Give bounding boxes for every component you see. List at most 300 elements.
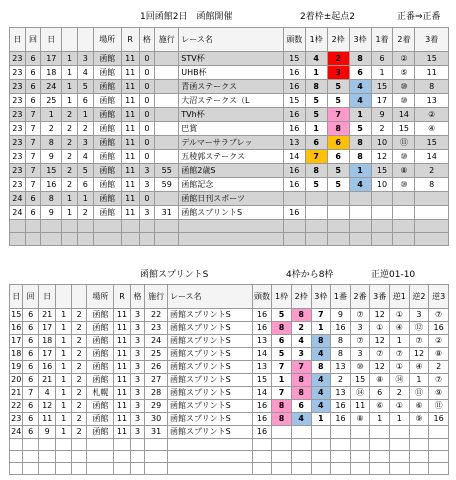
table-cell[interactable]: 10 [371,136,393,150]
table-cell[interactable]: 3 [130,413,144,426]
table-cell[interactable]: 1 [56,413,71,426]
table-cell[interactable]: 23 [10,136,26,150]
table-cell[interactable]: 5 [272,309,292,322]
table-cell[interactable]: 11 [114,387,131,400]
table-cell[interactable]: 8 [41,192,62,206]
table-cell[interactable]: ⑧ [350,413,370,426]
table-cell[interactable]: 13 [331,387,351,400]
table-cell[interactable] [393,192,415,206]
table-cell[interactable]: 函館 [87,309,114,322]
table-cell[interactable]: 5 [77,80,93,94]
table-cell[interactable] [283,192,305,206]
table-cell[interactable]: 9 [331,309,351,322]
empty-cell[interactable] [370,451,390,463]
table-cell[interactable]: 11 [114,309,131,322]
table-cell[interactable]: 1 [349,164,371,178]
table-cell[interactable]: 2 [62,150,78,164]
empty-cell[interactable] [331,451,351,463]
table-cell[interactable]: 5 [327,164,349,178]
table-cell[interactable] [415,192,449,206]
table-cell[interactable]: ⑧ [370,374,390,387]
empty-cell[interactable] [10,233,26,246]
table-cell[interactable]: 7 [291,361,311,374]
table-cell[interactable]: 6 [77,178,93,192]
table-cell[interactable]: 15 [252,374,272,387]
table-cell[interactable]: 12 [370,309,390,322]
table-cell[interactable]: 11 [114,322,131,335]
table-cell[interactable]: 7 [25,136,41,150]
table-cell[interactable]: 11 [121,66,139,80]
table-cell[interactable]: 1 [62,80,78,94]
table-cell[interactable]: 25 [41,94,62,108]
table-cell[interactable]: ⑦ [370,348,390,361]
table-cell[interactable]: ⑨ [429,387,449,400]
table-cell[interactable] [155,66,179,80]
table-cell[interactable]: 1 [305,122,327,136]
table-cell[interactable]: 2 [291,322,311,335]
empty-cell[interactable] [38,451,56,463]
table-cell[interactable]: 3 [130,322,144,335]
table-cell[interactable]: 11 [114,374,131,387]
table-cell[interactable]: ⑦ [429,309,449,322]
empty-cell[interactable] [349,220,371,233]
table-cell[interactable]: 8 [415,80,449,94]
table-cell[interactable]: 17 [371,94,393,108]
table-cell[interactable]: 大沼ステークス（L [179,94,284,108]
table-cell[interactable] [291,439,311,451]
table-cell[interactable]: ④ [415,122,449,136]
table-cell[interactable]: 5 [327,178,349,192]
table-cell[interactable]: 29 [145,400,168,413]
table-cell[interactable]: 3 [130,387,144,400]
table-cell[interactable]: 5 [272,348,292,361]
table-cell[interactable]: 7 [327,108,349,122]
table-cell[interactable]: 2 [71,335,86,348]
table-cell[interactable] [429,439,449,451]
table-cell[interactable] [331,426,351,439]
table-cell[interactable]: ⑨ [409,413,429,426]
table-cell[interactable]: 8 [311,361,331,374]
table-cell[interactable]: 3 [409,309,429,322]
table-cell[interactable]: 6 [23,374,38,387]
table-cell[interactable]: 7 [25,178,41,192]
table-cell[interactable]: 16 [41,178,62,192]
table-cell[interactable]: 3 [130,335,144,348]
table-cell[interactable]: 5 [305,178,327,192]
table-cell[interactable]: 8 [327,122,349,136]
table-cell[interactable]: 1 [272,374,292,387]
table-cell[interactable] [350,439,370,451]
empty-cell[interactable] [390,463,410,475]
table-cell[interactable] [291,426,311,439]
table-cell[interactable]: ⑦ [350,309,370,322]
table-cell[interactable]: 2 [62,164,78,178]
empty-cell[interactable] [409,451,429,463]
table-cell[interactable]: 1 [62,66,78,80]
table-cell[interactable]: 0 [139,94,155,108]
table-cell[interactable]: 6 [77,94,93,108]
table-cell[interactable]: 函館スプリントS [167,335,252,348]
table-cell[interactable]: 3 [139,206,155,220]
table-cell[interactable]: 5 [349,122,371,136]
table-cell[interactable]: 2 [41,122,62,136]
empty-cell[interactable] [179,233,284,246]
table-cell[interactable]: 13 [252,361,272,374]
table-cell[interactable]: 函館 [93,136,121,150]
table-cell[interactable]: 18 [41,66,62,80]
table-cell[interactable]: 函館スプリントS [167,387,252,400]
table-cell[interactable]: 7 [25,108,41,122]
table-cell[interactable]: 2 [71,361,86,374]
table-cell[interactable]: 5 [305,94,327,108]
empty-cell[interactable] [283,220,305,233]
table-cell[interactable]: 28 [145,387,168,400]
table-cell[interactable]: 函館 [93,150,121,164]
table-cell[interactable]: 21 [38,309,56,322]
table-cell[interactable]: 函館スプリントS [167,400,252,413]
table-cell[interactable]: 4 [349,80,371,94]
table-cell[interactable]: 15 [41,164,62,178]
table-cell[interactable]: 15 [371,80,393,94]
table-cell[interactable]: 1 [62,52,78,66]
table-cell[interactable]: 函館2歳S [179,164,284,178]
table-cell[interactable]: ⑤ [393,66,415,80]
table-cell[interactable]: 函館 [93,178,121,192]
table-cell[interactable]: 4 [305,52,327,66]
table-cell[interactable] [155,122,179,136]
empty-cell[interactable] [167,463,252,475]
empty-cell[interactable] [429,463,449,475]
table-cell[interactable]: 8 [349,136,371,150]
empty-cell[interactable] [10,220,26,233]
table-cell[interactable]: 1 [390,335,410,348]
table-cell[interactable]: 11 [38,413,56,426]
empty-cell[interactable] [114,463,131,475]
table-cell[interactable]: 23 [10,108,26,122]
table-cell[interactable]: 23 [10,164,26,178]
table-cell[interactable]: 函館 [87,413,114,426]
table-cell[interactable]: ⑦ [429,374,449,387]
empty-cell[interactable] [25,220,41,233]
table-cell[interactable]: 11 [114,400,131,413]
table-cell[interactable]: 2 [62,178,78,192]
table-cell[interactable]: 8 [272,413,292,426]
table-cell[interactable]: 11 [114,348,131,361]
table-cell[interactable]: 10 [371,178,393,192]
table-cell[interactable]: 0 [139,122,155,136]
table-cell[interactable] [155,52,179,66]
table-cell[interactable]: 25 [145,348,168,361]
empty-cell[interactable] [305,220,327,233]
empty-cell[interactable] [139,233,155,246]
table-cell[interactable]: 23 [10,80,26,94]
table-cell[interactable]: 11 [121,150,139,164]
table-cell[interactable]: 函館 [87,400,114,413]
table-cell[interactable]: 6 [327,150,349,164]
table-cell[interactable]: 16 [252,413,272,426]
table-cell[interactable]: 6 [25,94,41,108]
table-cell[interactable] [155,94,179,108]
table-cell[interactable] [349,192,371,206]
table-cell[interactable]: 12 [370,361,390,374]
table-cell[interactable] [331,439,351,451]
table-cell[interactable]: 2 [415,164,449,178]
table-cell[interactable]: ① [370,322,390,335]
table-cell[interactable]: 0 [139,66,155,80]
empty-cell[interactable] [25,233,41,246]
table-cell[interactable]: 2 [71,400,86,413]
table-cell[interactable] [349,206,371,220]
table-cell[interactable]: 30 [145,413,168,426]
table-cell[interactable]: 17 [41,52,62,66]
table-cell[interactable]: 13 [331,361,351,374]
table-cell[interactable]: 1 [56,348,71,361]
table-cell[interactable] [23,439,38,451]
table-cell[interactable]: 5 [327,94,349,108]
empty-cell[interactable] [311,463,331,475]
empty-cell[interactable] [350,451,370,463]
table-cell[interactable]: 3 [130,374,144,387]
empty-cell[interactable] [93,233,121,246]
table-cell[interactable]: 11 [121,108,139,122]
table-cell[interactable]: 2 [71,413,86,426]
empty-cell[interactable] [311,451,331,463]
table-cell[interactable]: 15 [371,164,393,178]
empty-cell[interactable] [409,463,429,475]
table-cell[interactable]: 1 [409,374,429,387]
table-cell[interactable]: 8 [349,52,371,66]
table-cell[interactable] [415,206,449,220]
table-cell[interactable]: 函館 [93,108,121,122]
table-cell[interactable]: 6 [23,322,38,335]
table-cell[interactable]: ④ [390,322,410,335]
table-cell[interactable]: ⑦ [409,335,429,348]
empty-cell[interactable] [130,463,144,475]
table-cell[interactable]: 11 [121,136,139,150]
empty-cell[interactable] [145,463,168,475]
table-cell[interactable]: 8 [272,400,292,413]
table-cell[interactable]: ⑥ [409,400,429,413]
empty-cell[interactable] [393,220,415,233]
table-cell[interactable]: 4 [291,335,311,348]
table-cell[interactable]: 函館スプリントS [167,348,252,361]
empty-cell[interactable] [121,220,139,233]
empty-cell[interactable] [167,451,252,463]
table-cell[interactable]: 4 [291,413,311,426]
table-cell[interactable]: 11 [121,52,139,66]
table-cell[interactable]: 7 [272,361,292,374]
table-cell[interactable]: 2 [331,374,351,387]
table-cell[interactable]: 9 [371,108,393,122]
table-cell[interactable]: 1 [56,309,71,322]
table-cell[interactable]: ⑦ [390,348,410,361]
table-cell[interactable]: 8 [291,309,311,322]
table-cell[interactable]: 16 [429,322,449,335]
empty-cell[interactable] [38,463,56,475]
table-cell[interactable]: ⑧ [429,348,449,361]
table-cell[interactable]: 2 [62,108,78,122]
table-cell[interactable] [311,426,331,439]
table-cell[interactable] [272,439,292,451]
table-cell[interactable]: 14 [393,108,415,122]
table-cell[interactable]: 6 [23,335,38,348]
table-cell[interactable]: 2 [77,206,93,220]
table-cell[interactable]: 11 [121,178,139,192]
table-cell[interactable]: 15 [415,52,449,66]
table-cell[interactable]: 16 [331,400,351,413]
table-cell[interactable]: 31 [155,206,179,220]
table-cell[interactable]: 4 [349,178,371,192]
table-cell[interactable]: ⑩ [393,94,415,108]
table-cell[interactable] [145,439,168,451]
table-cell[interactable]: 7 [311,309,331,322]
table-cell[interactable]: 2 [71,309,86,322]
table-cell[interactable]: 1 [56,400,71,413]
table-cell[interactable]: 函館スプリントS [167,361,252,374]
empty-cell[interactable] [429,451,449,463]
table-cell[interactable]: 5 [305,108,327,122]
table-cell[interactable]: 55 [155,164,179,178]
table-cell[interactable]: 14 [252,387,272,400]
table-cell[interactable]: 13 [283,136,305,150]
table-cell[interactable]: 函館スプリントS [167,309,252,322]
table-cell[interactable]: 18 [38,335,56,348]
table-cell[interactable]: ⑩ [393,80,415,94]
table-cell[interactable]: 11 [114,413,131,426]
table-cell[interactable] [350,426,370,439]
table-cell[interactable]: TVh杯 [179,108,284,122]
table-cell[interactable] [87,439,114,451]
table-cell[interactable] [370,426,390,439]
table-cell[interactable]: 19 [10,361,23,374]
table-cell[interactable]: 4 [311,348,331,361]
table-cell[interactable]: 9 [41,150,62,164]
table-cell[interactable] [71,439,86,451]
table-cell[interactable] [305,192,327,206]
table-cell[interactable]: デルマーサラブレッ [179,136,284,150]
table-cell[interactable]: 3 [350,348,370,361]
table-cell[interactable]: 16 [429,413,449,426]
table-cell[interactable]: 1 [56,361,71,374]
table-cell[interactable]: 2 [71,426,86,439]
table-cell[interactable]: 15 [415,136,449,150]
table-cell[interactable]: 16 [252,322,272,335]
table-cell[interactable]: 26 [145,361,168,374]
empty-cell[interactable] [77,220,93,233]
table-cell[interactable]: 函館 [93,94,121,108]
table-cell[interactable]: 3 [139,178,155,192]
table-cell[interactable]: 函館 [93,80,121,94]
table-cell[interactable]: 2 [71,348,86,361]
table-cell[interactable]: 8 [305,80,327,94]
table-cell[interactable]: 6 [23,309,38,322]
table-cell[interactable]: 函館日刊スポーツ [179,192,284,206]
table-cell[interactable]: ⑦ [350,335,370,348]
table-cell[interactable] [390,426,410,439]
table-cell[interactable]: 16 [38,361,56,374]
table-cell[interactable] [393,206,415,220]
table-cell[interactable]: 2 [62,136,78,150]
table-cell[interactable] [390,439,410,451]
table-cell[interactable]: 函館スプリントS [167,322,252,335]
table-cell[interactable]: 8 [291,387,311,400]
table-cell[interactable]: 6 [272,335,292,348]
table-cell[interactable]: 16 [10,322,23,335]
table-cell[interactable]: 2 [71,374,86,387]
table-cell[interactable]: 函館 [87,374,114,387]
table-cell[interactable]: 23 [10,150,26,164]
table-cell[interactable] [155,192,179,206]
empty-cell[interactable] [87,463,114,475]
table-cell[interactable]: 函館 [93,206,121,220]
table-cell[interactable]: 8 [272,322,292,335]
table-cell[interactable] [311,439,331,451]
empty-cell[interactable] [390,451,410,463]
table-cell[interactable]: 函館スプリントS [167,413,252,426]
table-cell[interactable]: 31 [145,426,168,439]
table-cell[interactable]: 16 [252,309,272,322]
table-cell[interactable]: 13 [252,335,272,348]
table-cell[interactable]: 2 [429,361,449,374]
table-cell[interactable]: 14 [283,150,305,164]
table-cell[interactable]: 6 [25,80,41,94]
table-cell[interactable]: 8 [331,335,351,348]
table-cell[interactable]: 11 [121,192,139,206]
table-cell[interactable]: 函館スプリントS [167,374,252,387]
empty-cell[interactable] [41,233,62,246]
table-cell[interactable]: 8 [291,374,311,387]
table-cell[interactable]: 3 [291,348,311,361]
empty-cell[interactable] [23,451,38,463]
table-cell[interactable]: 3 [327,66,349,80]
table-cell[interactable]: 函館 [93,192,121,206]
table-cell[interactable]: 7 [272,387,292,400]
table-cell[interactable]: 6 [23,361,38,374]
table-cell[interactable]: 16 [283,122,305,136]
table-cell[interactable]: 函館スプリントS [179,206,284,220]
table-cell[interactable]: 0 [139,52,155,66]
table-cell[interactable]: 2 [327,52,349,66]
table-cell[interactable]: 4 [311,400,331,413]
table-cell[interactable]: 函館記念 [179,178,284,192]
table-cell[interactable]: ⑫ [409,322,429,335]
table-cell[interactable]: 7 [25,122,41,136]
table-cell[interactable]: 函館 [87,348,114,361]
table-cell[interactable]: ② [393,52,415,66]
table-cell[interactable] [114,439,131,451]
table-cell[interactable]: 2 [62,122,78,136]
table-cell[interactable]: 14 [252,348,272,361]
table-cell[interactable]: 1 [371,66,393,80]
table-cell[interactable]: 23 [10,413,23,426]
table-cell[interactable]: 6 [23,348,38,361]
empty-cell[interactable] [371,233,393,246]
empty-cell[interactable] [291,451,311,463]
table-cell[interactable]: 3 [130,400,144,413]
table-cell[interactable]: 青函ステークス [179,80,284,94]
table-cell[interactable]: 17 [38,322,56,335]
table-cell[interactable]: ⑩ [393,178,415,192]
table-cell[interactable]: 27 [145,374,168,387]
table-cell[interactable]: 6 [25,66,41,80]
empty-cell[interactable] [56,451,71,463]
table-cell[interactable]: 6 [370,387,390,400]
table-cell[interactable]: 16 [331,413,351,426]
table-cell[interactable]: 1 [349,108,371,122]
table-cell[interactable]: 8 [331,348,351,361]
table-cell[interactable]: 札幌 [87,387,114,400]
table-cell[interactable]: 16 [283,206,305,220]
